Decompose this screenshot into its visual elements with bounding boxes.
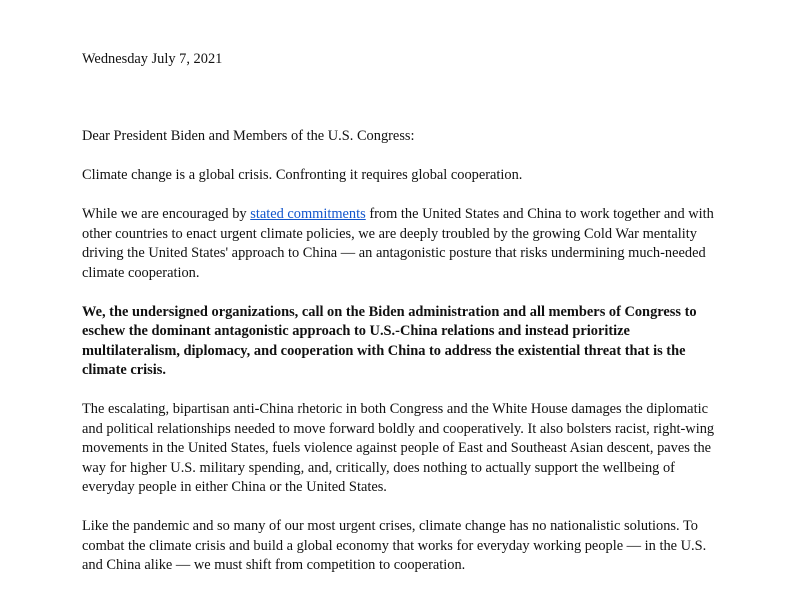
paragraph-intro: Climate change is a global crisis. Confronting it requires global cooperation. xyxy=(82,167,523,183)
paragraph-pandemic: Like the pandemic and so many of our most urgent crises, climate change has no nationalistic solutions. To combat the climate crisis and build a global economy that works for everyday working people — in the U.S. and China alike — we must shift from competition to cooperation. xyxy=(82,518,707,573)
paragraph-call-to-action: We, the undersigned organizations, call on the Biden administration and all members of Congress to eschew the dominant antagonistic approach to U.S.-China relations and instead prioritize multilateralism, diplomacy, and cooperation with China to address the existential threat that is the climate crisis. xyxy=(82,303,697,378)
letter-date: Wednesday July 7, 2021 xyxy=(82,51,223,67)
stated-commitments-link[interactable]: stated commitments xyxy=(250,206,366,222)
salutation: Dear President Biden and Members of the U.S. Congress: xyxy=(82,128,415,144)
paragraph-commitments-lead: While we are encouraged by xyxy=(82,206,251,222)
paragraph-commitments-rest: from the United States and China to work together and with other countries to enact urgent climate policies, we are deeply troubled by the growing Cold War mentality driving the United States' approach to China — an antagonistic posture that risks undermining much-needed climate cooperation. xyxy=(82,206,714,281)
letter-body xyxy=(82,127,722,595)
paragraph-rhetoric: The escalating, bipartisan anti-China rhetoric in both Congress and the White House damages the diplomatic and political relationships needed to move forward boldly and cooperatively. It also bolsters racist, right-wing movements in the United States, fuels violence against people of East and Southeast Asian descent, paves the way for higher U.S. military spending, and, critically, does nothing to actually support the wellbeing of everyday people in either China or the United States. xyxy=(82,401,715,495)
paragraph-commitments xyxy=(82,205,722,283)
